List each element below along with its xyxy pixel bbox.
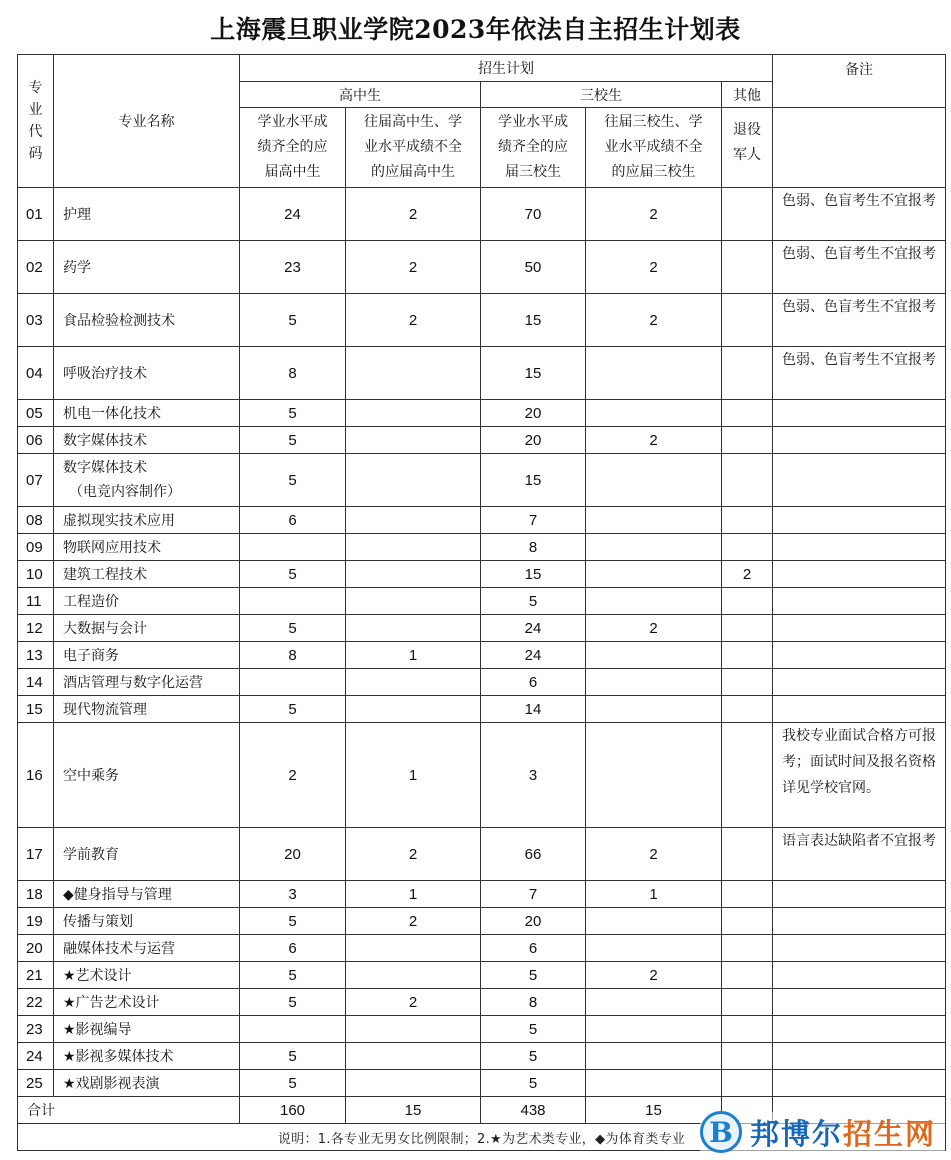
remark-cell	[773, 588, 946, 615]
hs-incomplete-count	[346, 696, 481, 723]
ts-incomplete-count: 2	[586, 241, 722, 294]
major-code: 20	[18, 935, 54, 962]
remark-cell	[773, 454, 946, 507]
hs-full-count: 5	[240, 561, 346, 588]
ts-full-count: 15	[481, 561, 586, 588]
hs-full-count: 5	[240, 454, 346, 507]
veteran-count	[722, 669, 773, 696]
hs-incomplete-count	[346, 1016, 481, 1043]
major-code: 24	[18, 1043, 54, 1070]
ts-full-count: 7	[481, 881, 586, 908]
major-name: 呼吸治疗技术	[54, 347, 240, 400]
table-row	[18, 962, 946, 989]
hs-incomplete-count	[346, 454, 481, 507]
major-code: 05	[18, 400, 54, 427]
hs-full-count: 20	[240, 828, 346, 881]
ts-full-count: 66	[481, 828, 586, 881]
hs-incomplete-count	[346, 427, 481, 454]
remark-cell	[773, 669, 946, 696]
hs-full-count: 5	[240, 615, 346, 642]
remark-header-blank	[773, 108, 946, 188]
hs-full-count: 5	[240, 696, 346, 723]
major-name: 药学	[54, 241, 240, 294]
veteran-count	[722, 1070, 773, 1097]
table-row	[18, 534, 946, 561]
enrollment-plan-table	[17, 54, 946, 1151]
hs-incomplete-count: 2	[346, 989, 481, 1016]
remark-cell: 我校专业面试合格方可报考；面试时间及报名资格详见学校官网。	[773, 723, 946, 828]
major-name: ◆健身指导与管理	[54, 881, 240, 908]
ts-incomplete-count: 2	[586, 962, 722, 989]
ts-full-count: 8	[481, 534, 586, 561]
major-code: 10	[18, 561, 54, 588]
ts-full-count: 14	[481, 696, 586, 723]
major-code: 18	[18, 881, 54, 908]
hs-full-count: 5	[240, 908, 346, 935]
hs-full-count: 6	[240, 935, 346, 962]
ts-incomplete-count	[586, 347, 722, 400]
plan-header: 招生计划	[240, 55, 773, 82]
ts-full-count: 24	[481, 642, 586, 669]
veteran-count	[722, 427, 773, 454]
watermark-logo-icon: B	[700, 1111, 742, 1153]
total-hs-incomplete: 15	[346, 1097, 481, 1124]
hs-incomplete-count	[346, 507, 481, 534]
high-school-header: 高中生	[240, 82, 481, 108]
table-row	[18, 347, 946, 400]
hs-full-count: 6	[240, 507, 346, 534]
major-code: 04	[18, 347, 54, 400]
major-code: 08	[18, 507, 54, 534]
remark-cell	[773, 935, 946, 962]
remark-cell	[773, 642, 946, 669]
ts-full-count: 7	[481, 507, 586, 534]
major-code: 25	[18, 1070, 54, 1097]
ts-incomplete-count	[586, 908, 722, 935]
ts-incomplete-count: 1	[586, 881, 722, 908]
hs-incomplete-count: 1	[346, 642, 481, 669]
watermark-text: 邦博尔招生网	[750, 1116, 937, 1151]
ts-full-count: 5	[481, 1016, 586, 1043]
hs-incomplete-count: 2	[346, 241, 481, 294]
veteran-count	[722, 588, 773, 615]
major-name: 空中乘务	[54, 723, 240, 828]
major-code: 12	[18, 615, 54, 642]
table-row	[18, 669, 946, 696]
veteran-count	[722, 1016, 773, 1043]
table-row	[18, 588, 946, 615]
veteran-count	[722, 347, 773, 400]
ts-incomplete-count: 2	[586, 188, 722, 241]
ts-full-count: 20	[481, 908, 586, 935]
remark-cell	[773, 1043, 946, 1070]
major-name	[54, 454, 240, 507]
name-header: 专业名称	[54, 55, 240, 188]
hs-full-count: 5	[240, 427, 346, 454]
ts-full-count: 15	[481, 347, 586, 400]
ts-full-count: 15	[481, 454, 586, 507]
ts-incomplete-count: 2	[586, 294, 722, 347]
table-row	[18, 1043, 946, 1070]
veteran-count	[722, 400, 773, 427]
hs-full-count: 3	[240, 881, 346, 908]
major-name: 护理	[54, 188, 240, 241]
hs-incomplete-count: 2	[346, 294, 481, 347]
three-school-header: 三校生	[481, 82, 722, 108]
total-ts-incomplete: 15	[586, 1097, 722, 1124]
header-row-1	[18, 55, 946, 82]
major-code: 16	[18, 723, 54, 828]
ts-incomplete-count	[586, 1016, 722, 1043]
veteran-count	[722, 188, 773, 241]
hs-full-count	[240, 534, 346, 561]
ts-incomplete-count	[586, 723, 722, 828]
major-code: 13	[18, 642, 54, 669]
hs-full-count	[240, 1016, 346, 1043]
ts-incomplete-count	[586, 561, 722, 588]
hs-full-count	[240, 669, 346, 696]
remark-cell	[773, 881, 946, 908]
hs-incomplete-count: 2	[346, 828, 481, 881]
remark-cell: 色弱、色盲考生不宜报考	[773, 188, 946, 241]
major-name-sub: （电竞内容制作）	[69, 484, 181, 500]
ts-full-count: 6	[481, 669, 586, 696]
major-name: ★广告艺术设计	[54, 989, 240, 1016]
major-name: 大数据与会计	[54, 615, 240, 642]
table-row	[18, 881, 946, 908]
table-row	[18, 400, 946, 427]
major-code: 11	[18, 588, 54, 615]
ts-incomplete-count	[586, 642, 722, 669]
total-label: 合计	[18, 1097, 240, 1124]
hs-incomplete-header: 往届高中生、学 业水平成绩不全 的应届高中生	[346, 108, 481, 188]
hs-full-count	[240, 588, 346, 615]
ts-full-count: 70	[481, 188, 586, 241]
hs-full-count: 23	[240, 241, 346, 294]
major-code: 22	[18, 989, 54, 1016]
veteran-count	[722, 696, 773, 723]
ts-incomplete-count	[586, 454, 722, 507]
veteran-count	[722, 1043, 773, 1070]
table-row	[18, 642, 946, 669]
major-code: 06	[18, 427, 54, 454]
hs-incomplete-count: 1	[346, 881, 481, 908]
hs-full-count: 5	[240, 962, 346, 989]
major-name: 融媒体技术与运营	[54, 935, 240, 962]
total-ts-full: 438	[481, 1097, 586, 1124]
ts-incomplete-count	[586, 1070, 722, 1097]
major-name: ★影视多媒体技术	[54, 1043, 240, 1070]
remark-cell	[773, 1016, 946, 1043]
table-row	[18, 935, 946, 962]
table-row	[18, 989, 946, 1016]
major-name: 数字媒体技术	[54, 427, 240, 454]
table-row	[18, 908, 946, 935]
major-name: 学前教育	[54, 828, 240, 881]
ts-full-count: 15	[481, 294, 586, 347]
ts-full-count: 6	[481, 935, 586, 962]
veteran-header: 退役 军人	[722, 108, 773, 188]
ts-incomplete-count	[586, 507, 722, 534]
remark-cell	[773, 962, 946, 989]
ts-incomplete-count	[586, 1043, 722, 1070]
major-name: 现代物流管理	[54, 696, 240, 723]
remark-cell: 色弱、色盲考生不宜报考	[773, 241, 946, 294]
major-code: 02	[18, 241, 54, 294]
page-title: 上海震旦职业学院2023年依法自主招生计划表	[210, 15, 741, 44]
hs-incomplete-count	[346, 400, 481, 427]
hs-full-count: 8	[240, 347, 346, 400]
major-name: 物联网应用技术	[54, 534, 240, 561]
hs-incomplete-count	[346, 669, 481, 696]
hs-incomplete-count: 1	[346, 723, 481, 828]
major-code: 17	[18, 828, 54, 881]
veteran-count	[722, 908, 773, 935]
veteran-count	[722, 454, 773, 507]
veteran-count	[722, 615, 773, 642]
footnote: 说明：1.各专业无男女比例限制；2.★为艺术类专业，◆为体育类专业	[18, 1124, 946, 1151]
major-name: 机电一体化技术	[54, 400, 240, 427]
ts-incomplete-count	[586, 696, 722, 723]
hs-incomplete-count	[346, 588, 481, 615]
hs-incomplete-count: 2	[346, 908, 481, 935]
hs-incomplete-count: 2	[346, 188, 481, 241]
ts-full-header: 学业水平成 绩齐全的应 届三校生	[481, 108, 586, 188]
table-row	[18, 615, 946, 642]
major-name: 食品检验检测技术	[54, 294, 240, 347]
ts-full-count: 3	[481, 723, 586, 828]
hs-full-count: 8	[240, 642, 346, 669]
major-name: 电子商务	[54, 642, 240, 669]
hs-full-count: 2	[240, 723, 346, 828]
hs-incomplete-count	[346, 962, 481, 989]
ts-full-count: 50	[481, 241, 586, 294]
ts-full-count: 20	[481, 427, 586, 454]
ts-full-count: 5	[481, 1043, 586, 1070]
hs-full-count: 5	[240, 1043, 346, 1070]
ts-incomplete-count	[586, 400, 722, 427]
major-code: 03	[18, 294, 54, 347]
major-code: 07	[18, 454, 54, 507]
remark-cell	[773, 989, 946, 1016]
veteran-count	[722, 935, 773, 962]
ts-incomplete-count: 2	[586, 828, 722, 881]
hs-full-header: 学业水平成 绩齐全的应 届高中生	[240, 108, 346, 188]
veteran-count	[722, 241, 773, 294]
remark-cell	[773, 908, 946, 935]
hs-full-count: 5	[240, 989, 346, 1016]
veteran-count	[722, 507, 773, 534]
veteran-count	[722, 989, 773, 1016]
major-code: 21	[18, 962, 54, 989]
ts-incomplete-count	[586, 534, 722, 561]
other-header: 其他	[722, 82, 773, 108]
table-row	[18, 828, 946, 881]
major-code: 09	[18, 534, 54, 561]
hs-incomplete-count	[346, 615, 481, 642]
remark-header: 备注	[773, 55, 946, 108]
major-code: 01	[18, 188, 54, 241]
ts-incomplete-count	[586, 588, 722, 615]
major-name: ★影视编导	[54, 1016, 240, 1043]
major-code: 14	[18, 669, 54, 696]
major-name: 工程造价	[54, 588, 240, 615]
major-name: ★戏剧影视表演	[54, 1070, 240, 1097]
major-name: 虚拟现实技术应用	[54, 507, 240, 534]
hs-full-count: 5	[240, 400, 346, 427]
remark-cell	[773, 534, 946, 561]
watermark	[700, 1112, 945, 1152]
hs-incomplete-count	[346, 534, 481, 561]
hs-full-count: 5	[240, 294, 346, 347]
remark-cell	[773, 400, 946, 427]
table-row	[18, 723, 946, 828]
remark-cell	[773, 615, 946, 642]
major-code: 19	[18, 908, 54, 935]
remark-cell	[773, 427, 946, 454]
ts-incomplete-count: 2	[586, 615, 722, 642]
table-row	[18, 241, 946, 294]
veteran-count	[722, 642, 773, 669]
veteran-count	[722, 723, 773, 828]
remark-cell	[773, 561, 946, 588]
major-name: ★艺术设计	[54, 962, 240, 989]
table-row	[18, 454, 946, 507]
ts-incomplete-header: 往届三校生、学 业水平成绩不全 的应届三校生	[586, 108, 722, 188]
major-name: 酒店管理与数字化运营	[54, 669, 240, 696]
table-row	[18, 507, 946, 534]
veteran-count	[722, 962, 773, 989]
hs-incomplete-count	[346, 1043, 481, 1070]
table-row	[18, 696, 946, 723]
remark-cell: 色弱、色盲考生不宜报考	[773, 347, 946, 400]
major-name-main: 数字媒体技术	[63, 460, 147, 476]
veteran-count	[722, 881, 773, 908]
remark-cell: 语言表达缺陷者不宜报考	[773, 828, 946, 881]
remark-cell	[773, 507, 946, 534]
veteran-count	[722, 828, 773, 881]
remark-cell	[773, 696, 946, 723]
hs-incomplete-count	[346, 1070, 481, 1097]
table-row	[18, 294, 946, 347]
major-code: 23	[18, 1016, 54, 1043]
table-row	[18, 188, 946, 241]
table-row	[18, 1070, 946, 1097]
hs-full-count: 24	[240, 188, 346, 241]
code-header: 专 业 代 码	[18, 55, 54, 188]
ts-full-count: 5	[481, 1070, 586, 1097]
ts-incomplete-count: 2	[586, 427, 722, 454]
ts-incomplete-count	[586, 669, 722, 696]
veteran-count	[722, 294, 773, 347]
major-name: 建筑工程技术	[54, 561, 240, 588]
hs-incomplete-count	[346, 561, 481, 588]
remark-cell: 色弱、色盲考生不宜报考	[773, 294, 946, 347]
major-code: 15	[18, 696, 54, 723]
table-row	[18, 561, 946, 588]
veteran-count	[722, 534, 773, 561]
table-row	[18, 427, 946, 454]
ts-full-count: 8	[481, 989, 586, 1016]
ts-full-count: 20	[481, 400, 586, 427]
ts-incomplete-count	[586, 989, 722, 1016]
major-name: 传播与策划	[54, 908, 240, 935]
hs-full-count: 5	[240, 1070, 346, 1097]
ts-incomplete-count	[586, 935, 722, 962]
ts-full-count: 5	[481, 588, 586, 615]
table-row	[18, 1016, 946, 1043]
total-hs-full: 160	[240, 1097, 346, 1124]
ts-full-count: 24	[481, 615, 586, 642]
hs-incomplete-count	[346, 935, 481, 962]
hs-incomplete-count	[346, 347, 481, 400]
remark-cell	[773, 1070, 946, 1097]
veteran-count: 2	[722, 561, 773, 588]
ts-full-count: 5	[481, 962, 586, 989]
